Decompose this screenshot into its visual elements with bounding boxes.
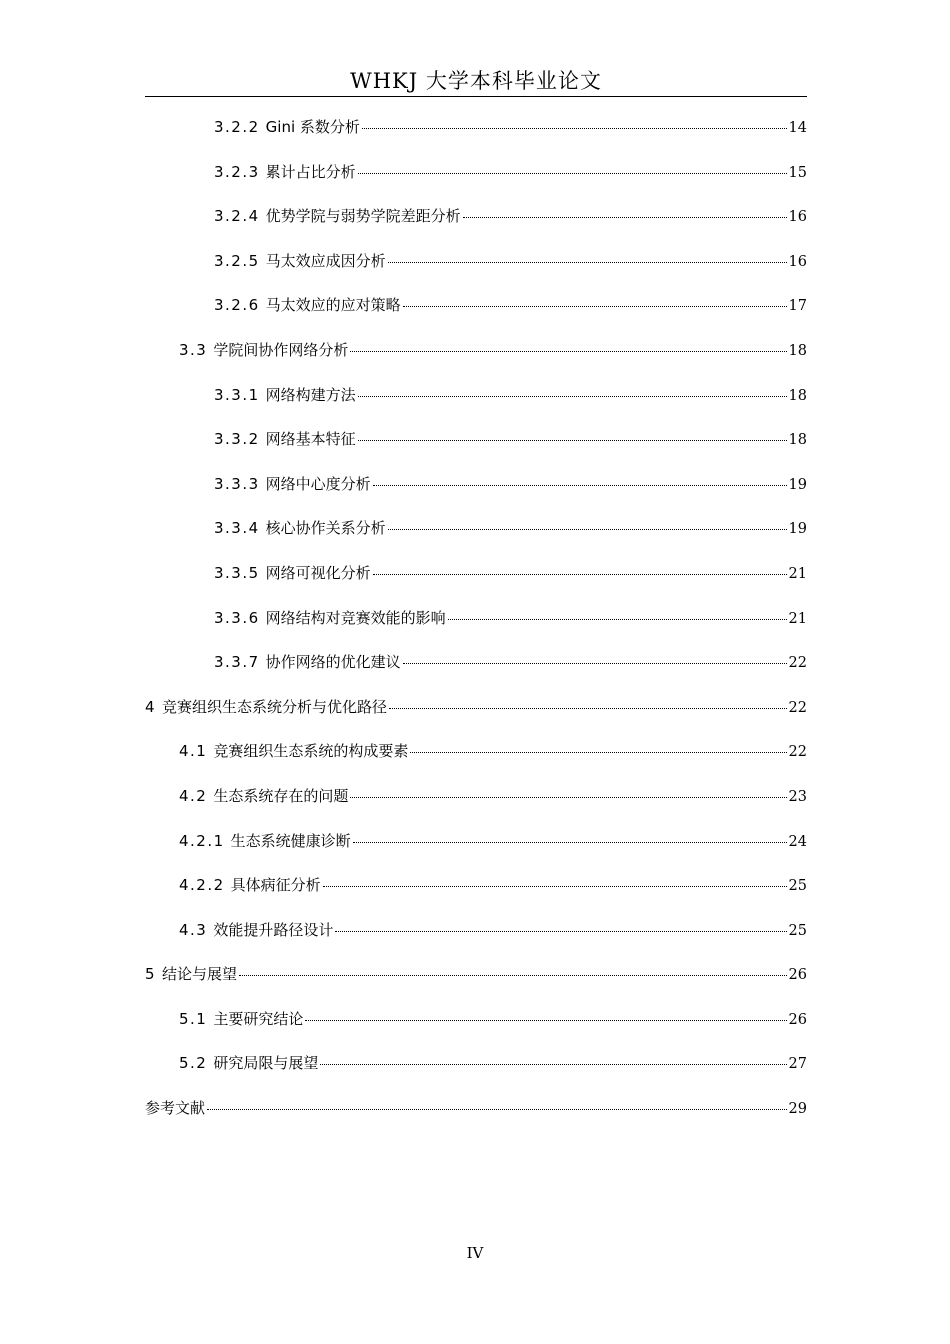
toc-entry-page: 22 bbox=[788, 744, 807, 761]
toc-entry-number: 5.1 bbox=[179, 1009, 208, 1028]
toc-entry[interactable] bbox=[145, 919, 807, 964]
toc-entry-title: 具体病征分析 bbox=[230, 876, 321, 895]
toc-entry-title: Gini 系数分析 bbox=[265, 118, 360, 136]
toc-entry-number: 3.3.1 bbox=[214, 385, 260, 404]
toc-entry-page: 26 bbox=[788, 1011, 807, 1028]
toc-entry[interactable] bbox=[145, 294, 807, 339]
toc-entry-title: 网络基本特征 bbox=[265, 430, 356, 449]
toc-dot-leader bbox=[403, 663, 787, 664]
toc-entry-title: 网络结构对竞赛效能的影响 bbox=[265, 608, 446, 627]
toc-dot-leader bbox=[389, 708, 786, 709]
toc-dot-leader bbox=[353, 842, 787, 843]
toc-entry-page: 19 bbox=[788, 521, 807, 538]
toc-entry-page: 18 bbox=[788, 432, 807, 449]
toc-entry[interactable] bbox=[145, 250, 807, 295]
toc-entry-number: 4.3 bbox=[179, 920, 208, 939]
toc-entry-number: 3.3.6 bbox=[214, 608, 260, 627]
toc-dot-leader bbox=[463, 217, 787, 218]
toc-entry[interactable] bbox=[145, 963, 807, 1008]
toc-entry-number: 3.3.7 bbox=[214, 653, 260, 672]
toc-entry-title: 马太效应成因分析 bbox=[265, 251, 386, 270]
toc-entry[interactable] bbox=[145, 1008, 807, 1053]
toc-entry-page: 17 bbox=[788, 298, 807, 315]
toc-entry-number: 3.2.4 bbox=[214, 207, 260, 226]
toc-entry-number: 3.3.4 bbox=[214, 519, 260, 538]
toc-entry-page: 22 bbox=[788, 655, 807, 672]
toc-entry-title: 竞赛组织生态系统分析与优化路径 bbox=[162, 697, 388, 716]
toc-entry[interactable] bbox=[145, 874, 807, 919]
toc-entry-title: 协作网络的优化建议 bbox=[265, 653, 401, 672]
toc-entry-number: 3.3.5 bbox=[214, 563, 260, 582]
toc-entry[interactable] bbox=[145, 696, 807, 741]
toc-entry-title: 马太效应的应对策略 bbox=[265, 296, 401, 315]
toc-entry[interactable] bbox=[145, 830, 807, 875]
toc-entry-page: 26 bbox=[788, 967, 807, 984]
toc-entry-title: 网络中心度分析 bbox=[265, 474, 371, 493]
toc-entry-page: 25 bbox=[788, 922, 807, 939]
toc-entry-page: 18 bbox=[788, 342, 807, 359]
toc-entry-number: 4.2 bbox=[179, 786, 208, 805]
toc-entry-title: 网络构建方法 bbox=[265, 385, 356, 404]
toc-entry-page: 25 bbox=[788, 878, 807, 895]
toc-entry-page: 18 bbox=[788, 387, 807, 404]
toc-entry-title: 效能提升路径设计 bbox=[213, 920, 334, 939]
toc-entry-title: 参考文献 bbox=[145, 1099, 206, 1118]
toc-entry-number: 4.2.1 bbox=[179, 831, 225, 850]
toc-entry-number: 5.2 bbox=[179, 1054, 208, 1073]
toc-entry-title: 优势学院与弱势学院差距分析 bbox=[265, 207, 461, 226]
toc-entry-title: 结论与展望 bbox=[162, 965, 238, 984]
toc-entry-number: 5 bbox=[145, 965, 157, 984]
toc-entry-page: 23 bbox=[788, 788, 807, 805]
toc-entry-page: 29 bbox=[788, 1101, 807, 1118]
toc-entry[interactable] bbox=[145, 517, 807, 562]
toc-entry-page: 21 bbox=[788, 610, 807, 627]
toc-entry[interactable] bbox=[145, 651, 807, 696]
toc-entry-number: 4.2.2 bbox=[179, 876, 225, 895]
toc-entry-page: 24 bbox=[788, 833, 807, 850]
toc-dot-leader bbox=[358, 440, 787, 441]
toc-entry-title: 网络可视化分析 bbox=[265, 563, 371, 582]
toc-entry-page: 27 bbox=[788, 1056, 807, 1073]
toc-entry-number: 3.3 bbox=[179, 340, 208, 359]
toc-dot-leader bbox=[320, 1064, 786, 1065]
toc-entry-title: 生态系统健康诊断 bbox=[230, 831, 351, 850]
toc-entry-page: 22 bbox=[788, 699, 807, 716]
toc-dot-leader bbox=[358, 173, 787, 174]
toc-dot-leader bbox=[323, 886, 787, 887]
toc-dot-leader bbox=[335, 931, 786, 932]
toc-entry-title: 核心协作关系分析 bbox=[265, 519, 386, 538]
table-of-contents bbox=[145, 116, 807, 1142]
toc-entry-number: 3.2.5 bbox=[214, 251, 260, 270]
toc-entry[interactable] bbox=[145, 428, 807, 473]
toc-entry-title: 研究局限与展望 bbox=[213, 1054, 319, 1073]
toc-dot-leader bbox=[448, 619, 787, 620]
toc-entry[interactable] bbox=[145, 785, 807, 830]
toc-entry-number: 4.1 bbox=[179, 742, 208, 761]
toc-entry-page: 16 bbox=[788, 253, 807, 270]
toc-entry-number: 4 bbox=[145, 697, 157, 716]
toc-entry[interactable] bbox=[145, 161, 807, 206]
toc-entry[interactable] bbox=[145, 205, 807, 250]
toc-dot-leader bbox=[373, 574, 787, 575]
toc-entry[interactable] bbox=[145, 562, 807, 607]
toc-entry-page: 14 bbox=[788, 120, 807, 136]
toc-entry-number: 3.3.3 bbox=[214, 474, 260, 493]
toc-dot-leader bbox=[388, 529, 787, 530]
toc-entry-title: 累计占比分析 bbox=[265, 162, 356, 181]
toc-dot-leader bbox=[350, 797, 786, 798]
toc-dot-leader bbox=[362, 128, 787, 129]
toc-entry-number: 3.2.6 bbox=[214, 296, 260, 315]
toc-entry-page: 19 bbox=[788, 476, 807, 493]
toc-entry-page: 21 bbox=[788, 565, 807, 582]
toc-entry-title: 生态系统存在的问题 bbox=[213, 786, 349, 805]
toc-entry[interactable] bbox=[145, 116, 807, 161]
toc-entry[interactable] bbox=[145, 339, 807, 384]
toc-dot-leader bbox=[410, 752, 786, 753]
toc-entry[interactable] bbox=[145, 740, 807, 785]
header-divider bbox=[145, 96, 807, 97]
toc-entry-number: 3.2.3 bbox=[214, 162, 260, 181]
toc-dot-leader bbox=[305, 1020, 786, 1021]
toc-entry-page: 15 bbox=[788, 164, 807, 181]
toc-entry[interactable] bbox=[145, 1052, 807, 1097]
toc-dot-leader bbox=[350, 351, 786, 352]
toc-dot-leader bbox=[403, 306, 787, 307]
toc-entry-title: 竞赛组织生态系统的构成要素 bbox=[213, 742, 409, 761]
toc-dot-leader bbox=[239, 975, 786, 976]
toc-entry[interactable] bbox=[145, 607, 807, 652]
toc-dot-leader bbox=[388, 262, 787, 263]
toc-entry[interactable] bbox=[145, 384, 807, 429]
page-header-title: WHKJ 大学本科毕业论文 bbox=[350, 69, 602, 93]
toc-entry[interactable] bbox=[145, 1097, 807, 1142]
toc-dot-leader bbox=[207, 1109, 787, 1110]
toc-entry-title: 主要研究结论 bbox=[213, 1009, 304, 1028]
toc-entry-number: 3.3.2 bbox=[214, 430, 260, 449]
toc-entry-page: 16 bbox=[788, 209, 807, 226]
toc-entry-number: 3.2.2 bbox=[214, 118, 260, 136]
toc-entry[interactable] bbox=[145, 473, 807, 518]
page-number: IV bbox=[466, 1244, 484, 1262]
toc-entry-title: 学院间协作网络分析 bbox=[213, 340, 349, 359]
toc-dot-leader bbox=[373, 485, 787, 486]
toc-dot-leader bbox=[358, 396, 787, 397]
